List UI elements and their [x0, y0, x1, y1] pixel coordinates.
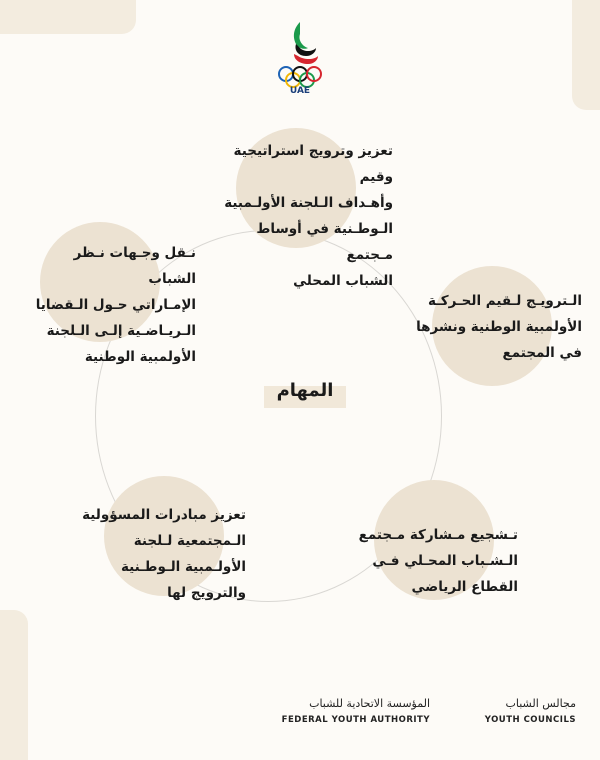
- federal-authority-english: FEDERAL YOUTH AUTHORITY: [281, 715, 430, 725]
- node-line: وأهـداف الـلجنة الأولـمبية: [224, 195, 393, 211]
- node-line: الأولمبية الوطنية: [84, 349, 196, 365]
- node-line: الإمـاراتي حـول الـقضايا: [35, 297, 196, 313]
- corner-decoration-top-right: [572, 0, 600, 110]
- node-line: الـريـاضـية إلـى الـلجنة: [46, 323, 196, 339]
- node-text-bottom-left: [78, 502, 246, 606]
- node-line: تعزيز وترويج استراتيجية وقيم: [233, 143, 393, 185]
- node-text-right: [410, 288, 582, 366]
- youth-councils-arabic: مجالس الشباب: [505, 697, 576, 710]
- node-line: تـشجيع مـشاركة مـجتمع: [358, 527, 518, 543]
- node-line: الشباب المحلي: [293, 273, 393, 289]
- node-line: الأولمبية الوطنية ونشرها: [416, 319, 582, 335]
- corner-decoration-bottom-left: [0, 610, 28, 760]
- node-line: الـوطـنية في أوساط مـجتمع: [256, 221, 393, 263]
- node-line: في المجتمع: [502, 345, 582, 361]
- node-text-top: [208, 138, 393, 294]
- node-line: والترويج لها: [167, 585, 246, 601]
- node-line: القطاع الرياضي: [411, 579, 518, 595]
- node-text-left: [28, 240, 196, 370]
- corner-decoration-top-left: [0, 0, 136, 34]
- node-line: الأولـمبية الـوطـنية: [120, 559, 246, 575]
- node-text-bottom-right: [350, 522, 518, 600]
- center-label: المهام: [276, 380, 334, 401]
- youth-councils-english: YOUTH COUNCILS: [484, 715, 576, 725]
- federal-authority-arabic: المؤسسة الاتحادية للشباب: [309, 697, 430, 710]
- node-line: الـمجتمعية لـلجنة: [133, 533, 246, 549]
- node-line: تعزيز مبادرات المسؤولية: [82, 507, 246, 523]
- node-line: الـشـباب المحـلي فـي: [372, 553, 518, 569]
- node-line: الـترويـج لـقيم الحـركـة: [427, 293, 582, 309]
- node-line: نـقل وجـهات نـظر الشباب: [73, 245, 196, 287]
- logo-caption: UAE: [289, 86, 311, 96]
